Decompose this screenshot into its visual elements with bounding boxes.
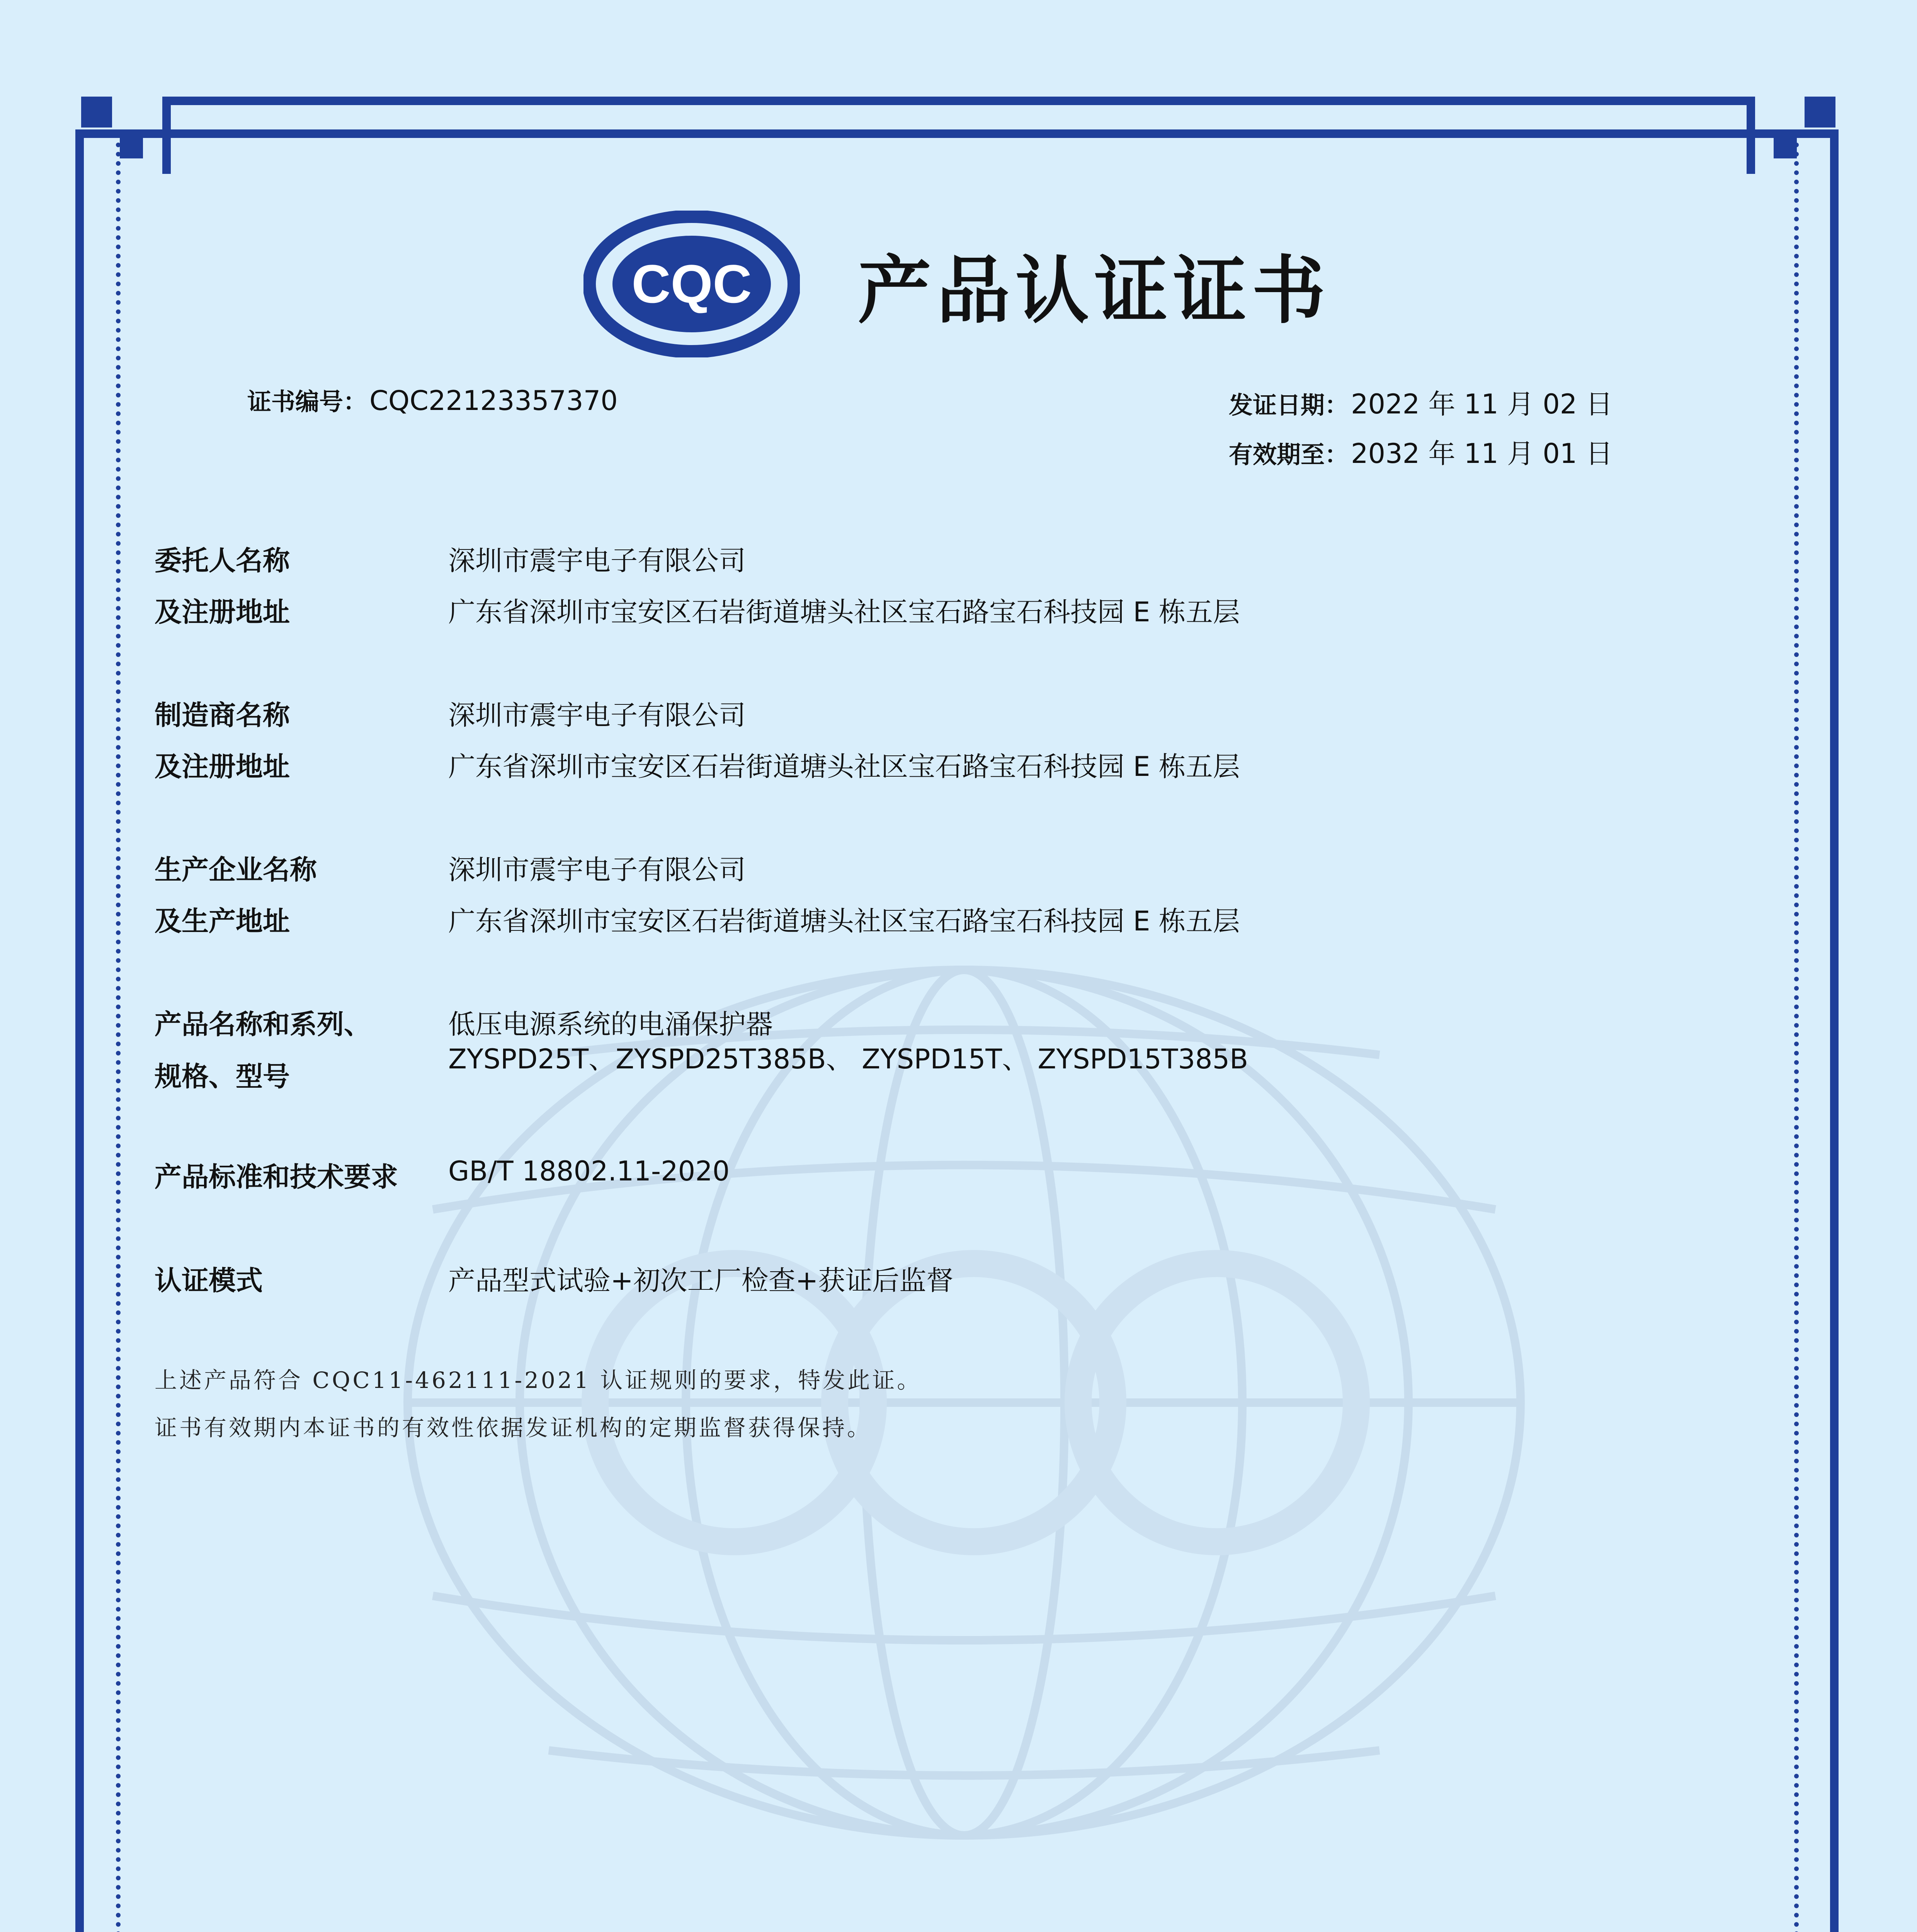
applicant-address-value: 广东省深圳市宝安区石岩街道塘头社区宝石路宝石科技园 E 栋五层 bbox=[448, 596, 1240, 628]
manufacturer-name-label: 制造商名称 bbox=[155, 699, 290, 731]
manufacturer-address-value: 广东省深圳市宝安区石岩街道塘头社区宝石路宝石科技园 E 栋五层 bbox=[448, 751, 1240, 782]
valid-until-value: 2032 年 11 月 01 日 bbox=[1351, 438, 1613, 469]
top-border-band bbox=[170, 97, 1747, 105]
certificate-number bbox=[247, 383, 618, 417]
cqc-watermark-globe bbox=[394, 958, 1534, 1847]
certification-mode-value: 产品型式试验+初次工厂检查+获证后监督 bbox=[448, 1265, 954, 1296]
product-models-value: ZYSPD25T、ZYSPD25T385B、 ZYSPD15T、 ZYSPD15T385B bbox=[448, 1043, 1249, 1075]
corner-bar-tl bbox=[162, 97, 171, 174]
statement-line-2: 证书有效期内本证书的有效性依据发证机构的定期监督获得保持。 bbox=[155, 1415, 872, 1441]
corner-bar-tr bbox=[1747, 97, 1755, 174]
standard-value: GB/T 18802.11-2020 bbox=[448, 1155, 730, 1187]
certificate-title: 产品认证证书 bbox=[858, 248, 1331, 333]
issue-date-label: 发证日期： bbox=[1229, 391, 1349, 419]
valid-until-label: 有效期至： bbox=[1229, 440, 1349, 469]
product-name-value: 低压电源系统的电涌保护器 bbox=[448, 1009, 773, 1040]
statement-line-1: 上述产品符合 CQC11-462111-2021 认证规则的要求，特发此证。 bbox=[155, 1367, 922, 1393]
issue-date bbox=[1229, 383, 1613, 422]
certification-mode-label: 认证模式 bbox=[155, 1265, 263, 1296]
cqc-logo bbox=[583, 211, 800, 357]
factory-address-value: 广东省深圳市宝安区石岩街道塘头社区宝石路宝石科技园 E 栋五层 bbox=[448, 905, 1240, 937]
applicant-address-label: 及注册地址 bbox=[155, 596, 290, 628]
certificate-number-value: CQC22123357370 bbox=[369, 385, 618, 417]
factory-name-label: 生产企业名称 bbox=[155, 854, 317, 886]
factory-address-label: 及生产地址 bbox=[155, 905, 290, 937]
corner-ornament-tr bbox=[1805, 97, 1835, 128]
applicant-name-label: 委托人名称 bbox=[155, 545, 290, 577]
issue-date-value: 2022 年 11 月 02 日 bbox=[1351, 388, 1613, 420]
standard-label: 产品标准和技术要求 bbox=[155, 1161, 398, 1193]
logo-text: CQC bbox=[631, 253, 752, 314]
corner-ornament-tl-2 bbox=[120, 135, 143, 158]
manufacturer-address-label: 及注册地址 bbox=[155, 751, 290, 782]
factory-name-value: 深圳市震宇电子有限公司 bbox=[448, 854, 746, 886]
corner-ornament-tr-2 bbox=[1774, 135, 1797, 158]
corner-ornament-tl bbox=[81, 97, 112, 128]
product-label-line1: 产品名称和系列、 bbox=[155, 1009, 371, 1040]
applicant-name-value: 深圳市震宇电子有限公司 bbox=[448, 545, 746, 577]
product-label-line2: 规格、型号 bbox=[155, 1061, 290, 1092]
valid-until bbox=[1229, 432, 1613, 471]
manufacturer-name-value: 深圳市震宇电子有限公司 bbox=[448, 699, 746, 731]
certificate-number-label: 证书编号： bbox=[247, 388, 367, 416]
